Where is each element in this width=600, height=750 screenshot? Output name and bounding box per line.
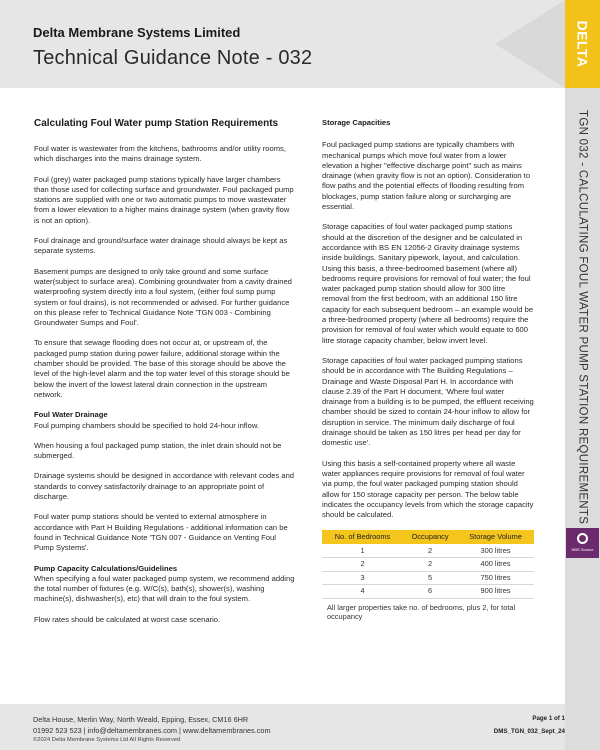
paragraph: Storage capacities of foul water packaged pumping stations should be in accordance with The Building Regulations – Drainage and Waste Disposal Part H. In accordance with clause 2.39 of the Part H document, 'Where foul water drainage from a building is to be pumped, the effluent receiving chamber should be sized to contain 24-hour inflow to allow for disruption in service. The minimum daily discharge of foul drainage should be taken as 150 litres per head per day for domestic use'. [322,355,534,448]
table-cell: 750 litres [457,571,534,585]
paragraph: Foul packaged pump stations are typically chambers with mechanical pumps which move foul water from a lower elevation a higher "effective discharge point" such as mains drainage (when gravity flow is not an option). Consideration to flow paths and the potential effects of flooding resulting from blockages, pump station failure along or surcharging are essential. [322,140,531,212]
page-number: Page 1 of 1 [532,715,565,722]
table-header-row [322,530,534,544]
paragraph: When specifying a foul water packaged pump system, we recommend adding the total number of fixtures (e.g. W/C(s), bath(s), shower(s), washing machine(s), dishwasher(s), etc) that will drain to the foul system. [34,573,295,604]
nbs-label: NBS Source [571,547,594,552]
paragraph: Foul (grey) water packaged pump stations typically have larger chambers than those used for collecting surface and groundwater. Foul packaged pump stations are supplied with one or two automatic pumps to move wastewater from a lower elevation to a higher mains drainage system (when gravity flow is not an option). [34,174,294,225]
paragraph: Foul pumping chambers should be specified to hold 24-hour inflow. [34,420,259,430]
paragraph: When housing a foul packaged pump station, the inlet drain should not be submerged. [34,440,282,461]
main-heading: Calculating Foul Water pump Station Requirements [34,118,279,129]
table-cell: 4 [322,585,403,599]
pump-capacity-heading: Pump Capacity Calculations/Guidelines [34,563,178,573]
paragraph: Using this basis a self-contained property where all waste water appliances require provisions for removal of foul water via pump, the foul water packaged pumping station should allow for 150 storage capacity per person. The below table indicates the occupancy levels from which the storage capacity should be calculated. [322,458,534,520]
column-header: No. of Bedrooms [322,530,403,544]
table-note: All larger properties take no. of bedrooms, plus 2, for total occupancy [327,602,516,622]
column-header: Storage Volume [457,530,534,544]
side-title-wrap [565,110,600,525]
table-row [322,558,534,572]
page-footer [0,704,565,750]
paragraph: Foul water pump stations should be vented to external atmosphere in accordance with Part H Building Regulations - additional information can be found in Technical Guidance Note 'TGN 007 - Guidance on Venting Foul Pump Systems'. [34,512,288,553]
paragraph: Foul drainage and ground/surface water drainage should always be kept as separate systems. [34,236,288,256]
footer-copyright: ©2024 Delta Membrane Systems Ltd All Rights Reserved [33,737,181,743]
table-row [322,544,534,558]
table-cell: 2 [403,558,457,572]
page-header [0,0,565,88]
table-cell: 3 [322,571,403,585]
delta-logo-text: DELTA [574,20,591,68]
side-title: TGN 032 - CALCULATING FOUL WATER PUMP STATION REQUIREMENTS [576,110,589,525]
nbs-icon [577,533,588,544]
table-cell: 900 litres [457,585,534,599]
paragraph: Storage capacities of foul water packaged pump stations should at the discretion of the designer and be calculated in accordance with BS EN 12056-2 Gravity drainage systems inside buildings. Sanitary pipework, layout, and calculation. Using this basis, a three-bedroomed basement (where all) bedrooms require provisions for removal of foul water; the foul water packaged pump station should allow for 300 litre removal from the first bedroom, with an additional 150 litre capacity for each subsequent bedroom – an example would be a three-bedroomed property (where all bedrooms) require the provision for removal of foul water which would equate to 600 litre storage capacity chamber, below invert level. [322,222,534,345]
table-row [322,585,534,599]
document-title: Technical Guidance Note - 032 [33,47,313,69]
paragraph: Flow rates should be calculated at worst case scenario. [34,614,221,624]
table-cell: 6 [403,585,457,599]
left-column [34,118,296,635]
table-cell: 2 [403,544,457,558]
table-cell: 400 litres [457,558,534,572]
table-row [322,571,534,585]
storage-table [322,530,534,599]
paragraph: Foul water is wastewater from the kitchens, bathrooms and/or utility rooms, which discharges into the mains drainage system. [34,144,286,164]
footer-contact: 01992 523 523 | info@deltamembranes.com | www.deltamembranes.com [33,726,271,735]
footer-address: Delta House, Merlin Way, North Weald, Epping, Essex, CM16 6HR [33,715,249,724]
table-cell: 300 litres [457,544,534,558]
storage-capacities-heading: Storage Capacities [322,118,391,127]
document-reference: DMS_TGN_032_Sept_24 [493,728,565,735]
paragraph: Drainage systems should be designed in accordance with relevant codes and standards to convey satisfactorily drainage to an appropriate point of discharge. [34,471,295,502]
right-column [322,118,534,622]
foul-water-drainage-heading: Foul Water Drainage [34,410,108,420]
table-cell: 5 [403,571,457,585]
paragraph: To ensure that sewage flooding does not occur at, or upstream of, the packaged pump station during power failure, additional storage within the chamber should be provided. The base of this storage should be above the level of the high-level alarm and the top water level of this storage should be below the invert of the lowest lateral drain connection in the upstream network. [34,338,290,399]
nbs-source-badge [566,528,599,558]
footer-address-block [33,714,271,736]
delta-logo-text-wrap [565,0,600,88]
table-cell: 2 [322,558,403,572]
header-chevron [495,0,565,88]
company-name: Delta Membrane Systems Limited [33,25,241,40]
paragraph: Basement pumps are designed to only take ground and some surface water(subject to surface area). Combining groundwater from a cavity drained waterproofing system directly into a foul system, (either foul sump pump system or foul drains), is not recommended or advised. For further guidance on this please refer to Technical Guidance Note 'TGN 003 - Combining Groundwater Sumps and Foul'. [34,266,292,328]
column-header: Occupancy [403,530,457,544]
table-cell: 1 [322,544,403,558]
